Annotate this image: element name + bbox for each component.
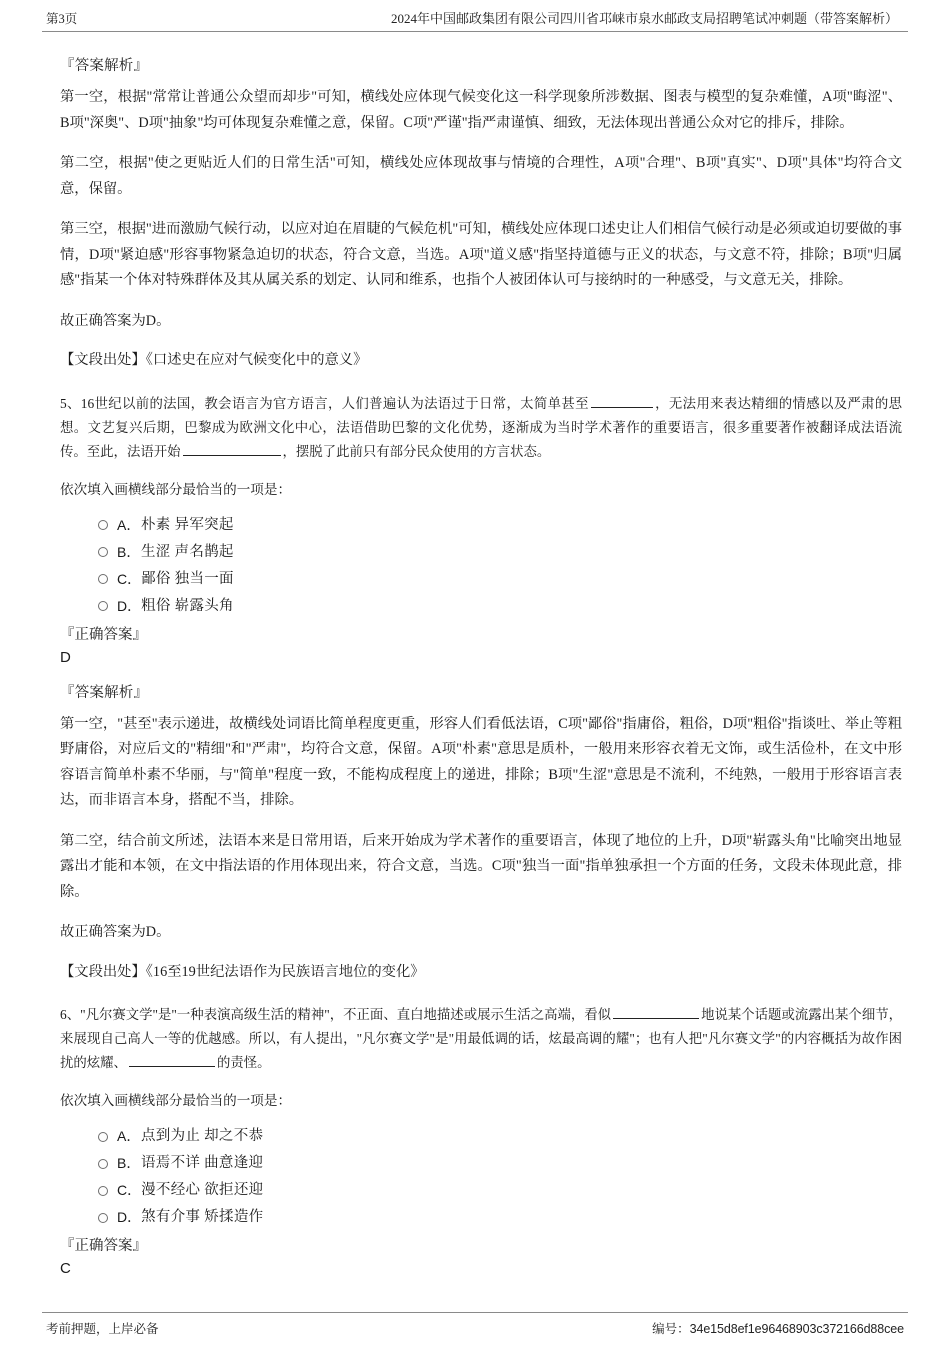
q4-source-title: 《口述史在应对气候变化中的意义》: [145, 352, 368, 368]
question-5-number: 5、: [60, 395, 81, 411]
question-5-blank-2: [183, 441, 281, 456]
option-text: 鄙俗 独当一面: [141, 570, 234, 587]
option-letter: A．: [117, 516, 141, 533]
option-letter: D．: [117, 1209, 142, 1225]
question-6-number: 6、: [60, 1007, 81, 1022]
question-6-blank-2: [129, 1052, 215, 1067]
question-6-option-a[interactable]: [98, 1123, 904, 1150]
q5-conclusion: 故正确答案为D。: [60, 924, 171, 940]
question-5: [46, 392, 904, 986]
option-text: 粗俗 崭露头角: [141, 597, 234, 614]
question-5-correct-answer-label: 『正确答案』: [60, 626, 147, 643]
option-letter: D．: [117, 597, 142, 614]
q5-source-label: 【文段出处】: [60, 963, 146, 980]
radio-button-icon[interactable]: [98, 1132, 108, 1142]
radio-button-icon[interactable]: [98, 520, 108, 530]
question-5-blank-1: [591, 393, 653, 408]
question-6-correct-answer-value: C: [60, 1260, 71, 1277]
document-header: [42, 0, 908, 32]
radio-button-icon[interactable]: [98, 601, 108, 611]
footer-serial-label: 编号：: [652, 1322, 690, 1336]
question-6-option-c[interactable]: [98, 1177, 904, 1204]
answer-analysis-label-q4: 『答案解析』: [60, 58, 149, 74]
question-5-option-a[interactable]: [98, 512, 904, 539]
question-5-prompt: 依次填入画横线部分最恰当的一项是：: [60, 481, 292, 497]
answer-analysis-label-q5: 『答案解析』: [60, 684, 149, 701]
option-text: 语焉不详 曲意逢迎: [141, 1155, 264, 1171]
question-5-stem-part-2: ，无法用来表达精细的情感以及严肃的思想。文艺复兴后期，巴黎成为欧洲文化中心，法语借助巴黎的文化优势，逐渐成为当时学术著作的重要语言，很多重要著作被翻译成法语流传。至此，法语开始: [60, 395, 903, 459]
question-6-option-b[interactable]: [98, 1150, 904, 1177]
q4-conclusion: 故正确答案为D。: [60, 312, 171, 329]
question-5-option-d[interactable]: [98, 593, 904, 620]
option-text: 煞有介事 矫揉造作: [141, 1209, 264, 1225]
option-letter: C．: [117, 570, 142, 587]
option-text: 生涩 声名鹊起: [141, 543, 234, 560]
option-letter: B．: [117, 543, 141, 560]
radio-button-icon[interactable]: [98, 547, 108, 557]
footer-serial-number: 34e15d8ef1e96468903c372166d88cee: [689, 1322, 904, 1336]
question-6-stem-part-1: "凡尔赛文学"是"一种表演高级生活的精神"，不正面、直白地描述或展示生活之高端，看似: [80, 1007, 612, 1022]
q4-analysis-paragraph-3: 第三空，根据"进而激励气候行动，以应对迫在眉睫的气候危机"可知，横线处应体现口述史让人们相信气候行动是必须或迫切要做的事情，D项"紧迫感"形容事物紧急迫切的状态，符合文意，当选。A项"道义感"指坚持道德与正义的状态，与文意不符，排除；B项"归属感"指某一个体对特殊群体及其从属关系的划定、认同和维系，也指个人被团体认可与接纳时的一种感受，与文意无关，排除。: [60, 221, 902, 288]
question-6-option-d[interactable]: [98, 1204, 904, 1231]
document-footer: [42, 1312, 908, 1337]
question-5-stem-part-1: 16世纪以前的法国，教会语言为官方语言，人们普遍认为法语过于日常，太简单甚至: [80, 395, 589, 411]
question-6-options: [46, 1123, 904, 1231]
question-6-stem-part-2: 地说某个话题或流露出某个细节，来展现自己高人一等的优越感。所以，有人提出，"凡尔赛文学"是"用最低调的话，炫最高调的耀"；也有人把"凡尔赛文学"的内容概括为故作困扰的炫耀、: [60, 1007, 903, 1070]
radio-button-icon[interactable]: [98, 1186, 108, 1196]
option-letter: C．: [117, 1182, 142, 1198]
q5-analysis-paragraph-1: 第一空，"甚至"表示递进，故横线处词语比简单程度更重，形容人们看低法语，C项"鄙俗"指庸俗，粗俗，D项"粗俗"指谈吐、举止等粗野庸俗，对应后文的"精细"和"严肃"，均符合文意，保留。A项"朴素"意思是质朴，一般用来形容衣着无文饰，或生活俭朴，在文中形容语言简单朴素不华丽，与"简单"程度一致，不能构成程度上的递进，排除；B项"生涩"意思是不流利，不纯熟，一般用于形容语言表达，而非语言本身，搭配不当，排除。: [60, 715, 902, 808]
radio-button-icon[interactable]: [98, 1213, 108, 1223]
q4-source: [46, 348, 904, 374]
option-text: 朴素 异军突起: [141, 516, 234, 533]
page-number: 第3页: [46, 12, 78, 26]
question-6: [46, 1003, 904, 1280]
q5-source-title: 《16至19世纪法语作为民族语言地位的变化》: [145, 963, 425, 980]
document-content: [42, 32, 908, 1280]
q5-analysis-paragraph-2: 第二空，结合前文所述，法语本来是日常用语，后来开始成为学术著作的重要语言，体现了地位的上升，D项"崭露头角"比喻突出地显露出才能和本领，在文中指法语的作用体现出来，符合文意，当选。C项"独当一面"指单独承担一个方面的任务，文段未体现此意，排除。: [60, 832, 902, 900]
question-6-stem-part-3: 的责怪。: [216, 1055, 271, 1070]
radio-button-icon[interactable]: [98, 1159, 108, 1169]
q4-analysis-paragraph-2: 第二空，根据"使之更贴近人们的日常生活"可知，横线处应体现故事与情境的合理性，A项"合理"、B项"真实"、D项"具体"均符合文意，保留。: [60, 155, 902, 197]
question-6-prompt: 依次填入画横线部分最恰当的一项是：: [60, 1093, 292, 1108]
footer-slogan: 考前押题，上岸必备: [46, 1322, 159, 1336]
document-title: 2024年中国邮政集团有限公司四川省邛崃市泉水邮政支局招聘笔试冲刺题（带答案解析）: [390, 11, 898, 26]
question-6-correct-answer-label: 『正确答案』: [60, 1238, 147, 1254]
radio-button-icon[interactable]: [98, 574, 108, 584]
question-6-blank-1: [613, 1004, 699, 1019]
option-letter: A．: [117, 1128, 141, 1144]
question-5-option-c[interactable]: [98, 566, 904, 593]
option-text: 漫不经心 欲拒还迎: [141, 1182, 264, 1198]
q5-source: [46, 960, 904, 986]
question-5-stem: [46, 392, 904, 464]
footer-serial: [652, 1319, 904, 1337]
q4-analysis-paragraph-1: 第一空，根据"常常让普通公众望而却步"可知，横线处应体现气候变化这一科学现象所涉数据、图表与模型的复杂难懂，A项"晦涩"、B项"深奥"、D项"抽象"均可体现复杂难懂之意，保留。C项"严谨"指严肃谨慎、细致，无法体现出普通公众对它的排斥，排除。: [60, 89, 902, 131]
question-5-options: [46, 512, 904, 620]
question-5-option-b[interactable]: [98, 539, 904, 566]
option-letter: B．: [117, 1155, 141, 1171]
q4-source-label: 【文段出处】: [60, 352, 146, 368]
question-6-stem: [46, 1003, 904, 1075]
question-5-stem-part-3: ，摆脱了此前只有部分民众使用的方言状态。: [282, 443, 551, 459]
question-5-correct-answer-value: D: [60, 648, 71, 666]
option-text: 点到为止 却之不恭: [141, 1128, 264, 1144]
